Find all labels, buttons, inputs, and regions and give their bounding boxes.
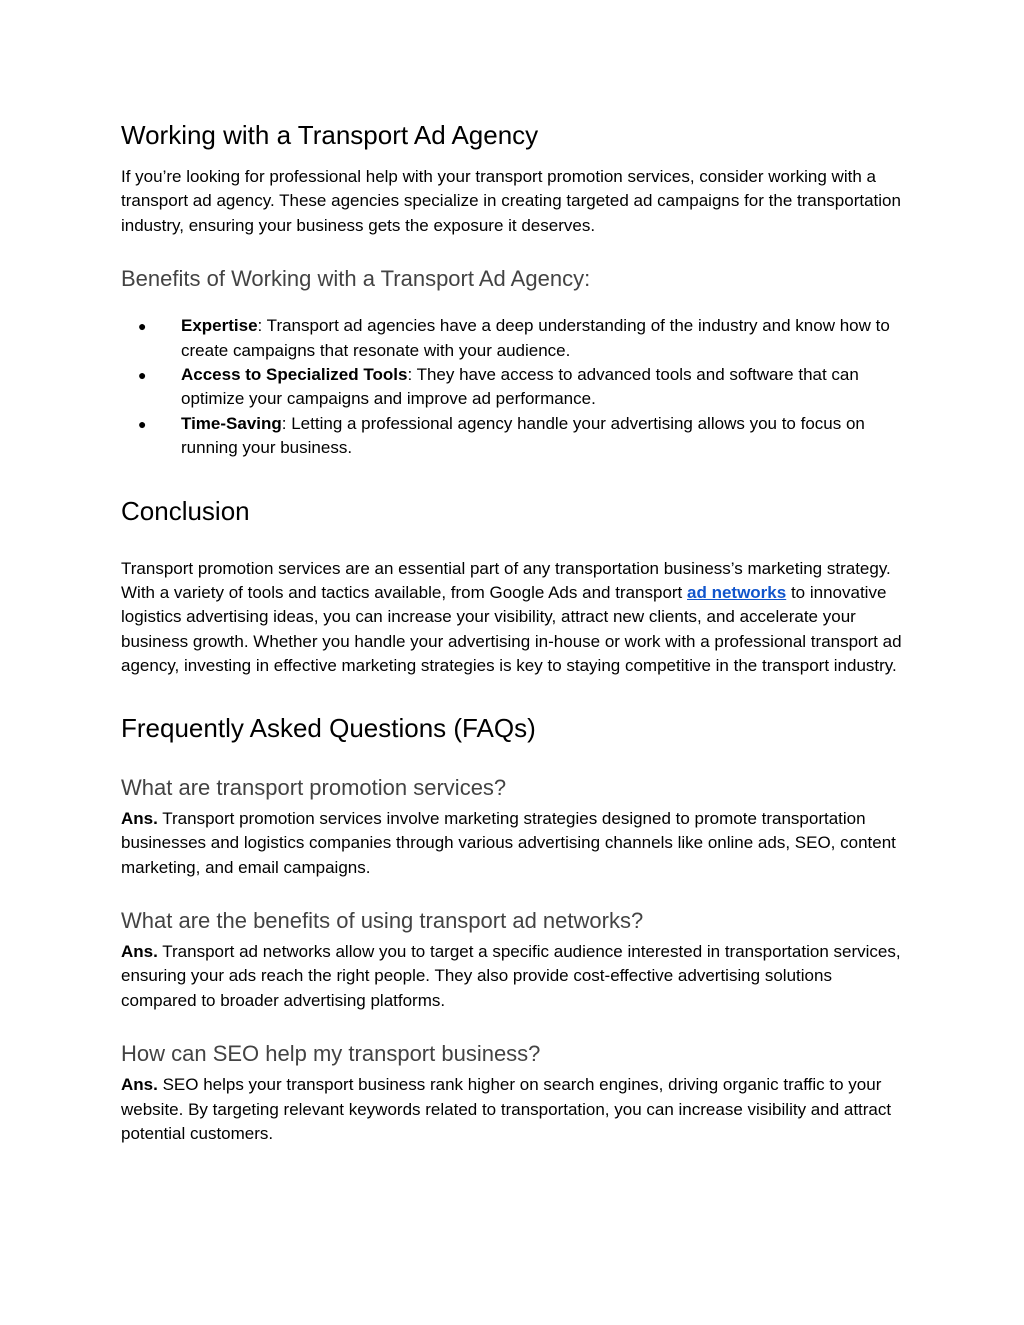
benefits-list: [121, 314, 911, 460]
faq-answer-text: Transport ad networks allow you to target a specific audience interested in transportation services, ensuring your ads reach the right people. They also provide cost-effective advertising solutions compared to broader advertising platforms.: [121, 941, 901, 1010]
bullet-icon: ●: [138, 415, 147, 432]
answer-prefix: Ans.: [121, 941, 158, 961]
benefit-text: : They have access to advanced tools and software that can optimize your campaigns and improve ad performance.: [181, 365, 859, 409]
faq-answer-text: SEO helps your transport business rank higher on search engines, driving organic traffic to your website. By targeting relevant keywords related to transportation, you can increase visibility and attract potential customers.: [121, 1075, 892, 1143]
faq-question: What are the benefits of using transport ad networks?: [121, 907, 644, 933]
faq-answer-text: Transport promotion services involve marketing strategies designed to promote transportation businesses and logistics companies through various advertising channels like online ads, SEO, content marketing, and email campaigns.: [121, 808, 896, 877]
benefit-term: Access to Specialized Tools: [181, 365, 408, 385]
ad-networks-link[interactable]: ad networks: [687, 583, 787, 603]
faq-question: How can SEO help my transport business?: [121, 1041, 541, 1067]
section-heading-working-with-agency: Working with a Transport Ad Agency: [121, 120, 539, 150]
intro-paragraph: If you’re looking for professional help with your transport promotion services, consider working with a transport ad agency. These agencies specialize in creating targeted ad campaigns for the transportation industry, ensuring your business gets the exposure it deserves.: [121, 167, 901, 235]
list-item: [121, 314, 911, 363]
conclusion-paragraph: [121, 557, 911, 679]
bullet-icon: ●: [138, 367, 147, 384]
benefit-text: : Transport ad agencies have a deep understanding of the industry and know how to create campaigns that resonate with your audience.: [181, 316, 890, 360]
answer-prefix: Ans.: [121, 1075, 158, 1095]
subheading-benefits: Benefits of Working with a Transport Ad Agency:: [121, 266, 591, 292]
faq-question: What are transport promotion services?: [121, 774, 507, 800]
faq-answer: [121, 1073, 911, 1146]
document-page: [121, 118, 911, 1146]
benefit-text: : Letting a professional agency handle your advertising allows you to focus on running your business.: [181, 413, 865, 458]
benefit-term: Time-Saving: [181, 413, 282, 433]
faq-answer: [121, 940, 911, 1013]
faq-answer: [121, 807, 911, 880]
bullet-icon: ●: [138, 318, 147, 335]
section-heading-faqs: Frequently Asked Questions (FAQs): [121, 712, 536, 743]
conclusion-text-start: Transport promotion services are an essential part of any transportation business’s marketing strategy. With a variety of tools and tactics available, from Google Ads and transport: [121, 558, 891, 603]
benefit-term: Expertise: [181, 316, 258, 336]
section-heading-conclusion: Conclusion: [121, 495, 250, 526]
conclusion-text-end: to innovative logistics advertising ideas, you can increase your visibility, attract new clients, and accelerate your business growth. Whether you handle your advertising in-house or work with a professional transport ad agency, investing in effective marketing strategies is key to staying competitive in the transport industry.: [121, 583, 902, 676]
list-item: [121, 412, 911, 461]
list-item: [121, 363, 911, 412]
answer-prefix: Ans.: [121, 808, 158, 828]
